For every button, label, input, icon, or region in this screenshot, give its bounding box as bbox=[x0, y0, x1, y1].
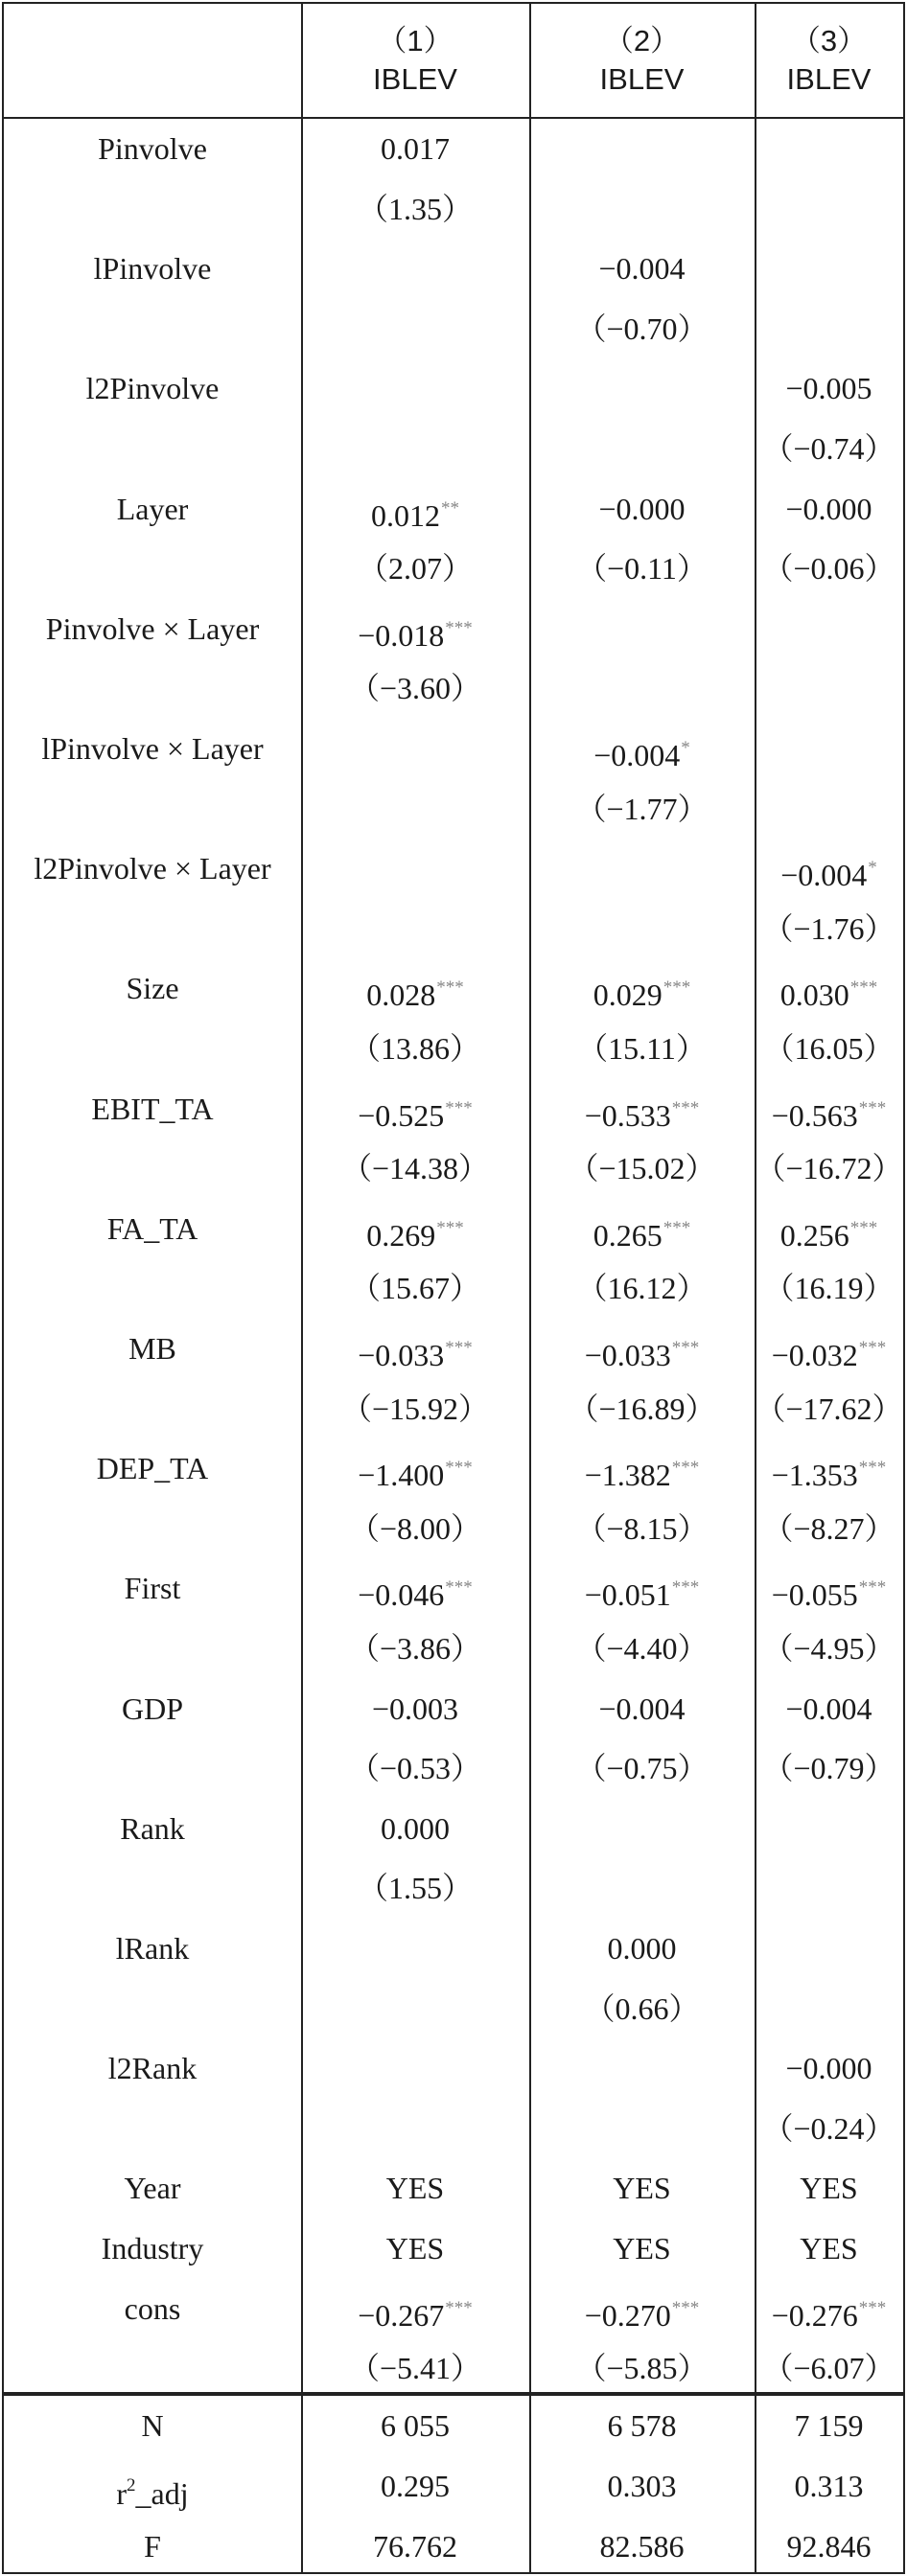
row-label: Size bbox=[126, 971, 179, 1006]
t-statistic: （−6.07） bbox=[762, 2351, 895, 2386]
t-statistic bbox=[301, 899, 529, 958]
row-label: First bbox=[124, 1571, 181, 1606]
coefficient-cell bbox=[529, 1199, 755, 1258]
control-value: YES bbox=[385, 2171, 445, 2206]
row-label: Layer bbox=[116, 491, 189, 526]
coefficient-cell bbox=[301, 958, 529, 1018]
coefficient-value: 0.017 bbox=[381, 131, 450, 166]
coefficient-value: −0.005 bbox=[785, 371, 872, 406]
coefficient-value: −0.276 bbox=[771, 2297, 858, 2333]
coefficient-cell bbox=[755, 479, 903, 539]
t-statistic: （−8.27） bbox=[762, 1510, 895, 1546]
t-statistic bbox=[301, 419, 529, 478]
t-statistic bbox=[529, 1858, 755, 1918]
coefficient-cell bbox=[529, 1438, 755, 1498]
significance-stars: *** bbox=[663, 1217, 691, 1238]
significance-stars: *** bbox=[436, 1217, 464, 1238]
coefficient-value: 0.269 bbox=[366, 1217, 436, 1253]
coefficient-cell bbox=[529, 119, 755, 178]
significance-stars: *** bbox=[671, 1097, 700, 1118]
coefficient-cell bbox=[755, 239, 903, 298]
stat-label-text: N bbox=[141, 2408, 164, 2443]
coefficient-cell bbox=[529, 1319, 755, 1378]
column-number: （3） bbox=[790, 24, 868, 58]
coefficient-value: 0.000 bbox=[607, 1931, 677, 1966]
t-statistic: （−0.11） bbox=[576, 551, 708, 586]
row-label: l2Pinvolve bbox=[85, 371, 220, 406]
coefficient-value: −0.004 bbox=[593, 738, 681, 772]
coefficient-cell bbox=[301, 1558, 529, 1618]
t-statistic: （15.67） bbox=[349, 1271, 480, 1306]
row-label: cons bbox=[124, 2290, 181, 2326]
coefficient-cell bbox=[301, 1438, 529, 1498]
stat-label-text: F bbox=[144, 2529, 161, 2564]
t-statistic bbox=[755, 1858, 903, 1918]
t-statistic: （0.66） bbox=[584, 1990, 700, 2026]
significance-stars: *** bbox=[445, 2297, 473, 2318]
t-statistic: （15.11） bbox=[577, 1031, 707, 1066]
t-statistic: （−1.76） bbox=[762, 910, 895, 946]
stat-label-suffix: _adj bbox=[135, 2476, 189, 2511]
column-name: IBLEV bbox=[786, 62, 872, 96]
coefficient-value: −0.004 bbox=[598, 251, 686, 287]
t-statistic bbox=[529, 2099, 755, 2158]
coefficient-cell bbox=[529, 358, 755, 418]
coefficient-cell bbox=[301, 1919, 529, 1978]
coefficient-value: −0.018 bbox=[358, 617, 445, 653]
t-statistic bbox=[755, 179, 903, 239]
coefficient-value: −0.563 bbox=[771, 1097, 858, 1133]
significance-stars: *** bbox=[445, 1338, 473, 1358]
stat-value: 0.295 bbox=[381, 2469, 450, 2503]
column-header-2 bbox=[529, 4, 755, 117]
control-value: YES bbox=[800, 2231, 858, 2266]
t-statistic bbox=[301, 1979, 529, 2038]
t-statistic: （−1.77） bbox=[575, 791, 709, 826]
coefficient-value: −0.004 bbox=[598, 1690, 686, 1726]
stat-label-text: r bbox=[116, 2476, 128, 2511]
coefficient-value: −0.046 bbox=[358, 1577, 445, 1613]
control-label: Year bbox=[124, 2171, 181, 2206]
column-divider bbox=[301, 4, 303, 2572]
significance-stars: *** bbox=[671, 1338, 700, 1358]
stats-divider bbox=[4, 2392, 903, 2396]
coefficient-cell bbox=[529, 1919, 755, 1978]
regression-table bbox=[2, 2, 905, 2574]
coefficient-cell bbox=[529, 1079, 755, 1138]
coefficient-cell bbox=[755, 358, 903, 418]
column-number: （2） bbox=[603, 24, 681, 58]
row-label: FA_TA bbox=[106, 1210, 198, 1246]
significance-stars: *** bbox=[436, 978, 464, 999]
t-statistic bbox=[301, 2099, 529, 2158]
stat-label bbox=[4, 2517, 301, 2576]
row-label: lPinvolve × Layer bbox=[41, 731, 264, 766]
t-statistic: （−17.62） bbox=[755, 1391, 903, 1426]
coefficient-cell bbox=[301, 358, 529, 418]
t-statistic: （−5.85） bbox=[575, 2351, 709, 2386]
t-statistic: （−0.70） bbox=[575, 310, 709, 346]
coefficient-cell bbox=[301, 479, 529, 539]
control-value: YES bbox=[613, 2231, 671, 2266]
coefficient-cell bbox=[755, 1919, 903, 1978]
column-name: IBLEV bbox=[373, 62, 457, 96]
significance-stars: *** bbox=[858, 2297, 887, 2318]
t-statistic: （−16.72） bbox=[755, 1151, 903, 1186]
significance-stars: *** bbox=[858, 1458, 887, 1479]
t-statistic bbox=[529, 419, 755, 478]
column-number: （1） bbox=[377, 24, 454, 58]
coefficient-cell bbox=[301, 1079, 529, 1138]
coefficient-cell bbox=[755, 1319, 903, 1378]
coefficient-cell bbox=[301, 2279, 529, 2338]
t-statistic: （13.86） bbox=[349, 1031, 480, 1066]
t-statistic bbox=[301, 779, 529, 839]
t-statistic: （−3.86） bbox=[348, 1631, 482, 1666]
significance-stars: *** bbox=[445, 1577, 473, 1598]
coefficient-cell bbox=[529, 479, 755, 539]
coefficient-cell bbox=[301, 1799, 529, 1858]
t-statistic: （−15.92） bbox=[340, 1391, 490, 1426]
row-label: Rank bbox=[120, 1810, 185, 1846]
row-label: Pinvolve bbox=[98, 131, 207, 166]
stat-label-superscript: 2 bbox=[127, 2475, 136, 2496]
significance-stars: *** bbox=[445, 1097, 473, 1118]
stat-value: 82.586 bbox=[599, 2529, 685, 2564]
coefficient-cell bbox=[529, 239, 755, 298]
t-statistic: （−0.06） bbox=[762, 551, 895, 586]
coefficient-cell bbox=[301, 1679, 529, 1738]
coefficient-value: −0.051 bbox=[584, 1577, 671, 1613]
significance-stars: *** bbox=[671, 2297, 700, 2318]
coefficient-cell bbox=[755, 1199, 903, 1258]
t-statistic: （1.35） bbox=[357, 191, 473, 226]
coefficient-cell bbox=[529, 2038, 755, 2098]
t-statistic bbox=[529, 658, 755, 718]
t-statistic: （−4.95） bbox=[762, 1631, 895, 1666]
coefficient-cell bbox=[755, 1558, 903, 1618]
coefficient-cell bbox=[529, 599, 755, 658]
t-statistic: （−8.15） bbox=[575, 1510, 709, 1546]
t-statistic: （−16.89） bbox=[568, 1391, 716, 1426]
column-header-3 bbox=[755, 4, 903, 117]
t-statistic bbox=[755, 779, 903, 839]
coefficient-value: 0.000 bbox=[381, 1810, 450, 1846]
coefficient-cell bbox=[529, 1799, 755, 1858]
significance-stars: *** bbox=[671, 1458, 700, 1479]
coefficient-cell bbox=[529, 1679, 755, 1738]
coefficient-value: −0.525 bbox=[358, 1097, 445, 1133]
stat-value: 6 055 bbox=[381, 2408, 450, 2443]
coefficient-value: −0.270 bbox=[584, 2297, 671, 2333]
stat-value: 0.313 bbox=[794, 2469, 864, 2503]
coefficient-value: −0.003 bbox=[371, 1690, 459, 1726]
t-statistic: （−0.75） bbox=[575, 1751, 709, 1786]
coefficient-cell bbox=[301, 1319, 529, 1378]
t-statistic: （−0.53） bbox=[348, 1751, 482, 1786]
significance-stars: *** bbox=[663, 978, 691, 999]
coefficient-value: −0.000 bbox=[598, 491, 686, 526]
coefficient-value: −0.000 bbox=[785, 2051, 872, 2086]
coefficient-cell bbox=[529, 2279, 755, 2338]
t-statistic: （−15.02） bbox=[568, 1151, 716, 1186]
coefficient-cell bbox=[301, 839, 529, 898]
stat-value: 6 578 bbox=[607, 2408, 677, 2443]
t-statistic: （−0.24） bbox=[762, 2110, 895, 2146]
t-statistic: （−8.00） bbox=[348, 1510, 482, 1546]
coefficient-value: 0.029 bbox=[593, 978, 663, 1013]
column-divider bbox=[755, 4, 756, 2572]
row-label: lRank bbox=[115, 1931, 190, 1966]
coefficient-value: −0.032 bbox=[771, 1338, 858, 1372]
coefficient-cell bbox=[529, 958, 755, 1018]
coefficient-value: −0.004 bbox=[785, 1690, 872, 1726]
significance-stars: * bbox=[681, 738, 690, 758]
significance-stars: *** bbox=[849, 1217, 878, 1238]
t-statistic: （−5.41） bbox=[348, 2351, 482, 2386]
coefficient-value: 0.028 bbox=[366, 978, 436, 1013]
coefficient-value: −0.533 bbox=[584, 1097, 671, 1133]
coefficient-cell bbox=[301, 119, 529, 178]
t-statistic: （16.12） bbox=[576, 1271, 708, 1306]
column-header-1 bbox=[301, 4, 529, 117]
row-label: DEP_TA bbox=[96, 1451, 209, 1486]
t-statistic bbox=[529, 899, 755, 958]
row-label: l2Rank bbox=[107, 2051, 198, 2086]
coefficient-cell bbox=[755, 958, 903, 1018]
coefficient-value: −0.055 bbox=[771, 1577, 858, 1613]
row-label: GDP bbox=[121, 1690, 183, 1726]
coefficient-cell bbox=[755, 599, 903, 658]
stat-value: 7 159 bbox=[794, 2408, 864, 2443]
coefficient-cell bbox=[301, 239, 529, 298]
coefficient-cell bbox=[529, 719, 755, 778]
row-label: l2Pinvolve × Layer bbox=[34, 851, 271, 886]
stat-label bbox=[4, 2456, 301, 2516]
t-statistic: （−0.79） bbox=[762, 1751, 895, 1786]
header-divider bbox=[4, 117, 903, 119]
t-statistic bbox=[755, 1979, 903, 2038]
significance-stars: ** bbox=[441, 497, 459, 518]
coefficient-value: −0.033 bbox=[584, 1338, 671, 1372]
t-statistic: （16.05） bbox=[763, 1031, 895, 1066]
significance-stars: *** bbox=[671, 1577, 700, 1598]
column-name: IBLEV bbox=[599, 62, 685, 96]
coefficient-value: 0.030 bbox=[779, 978, 849, 1013]
coefficient-value: −1.382 bbox=[584, 1458, 671, 1493]
control-value: YES bbox=[613, 2171, 671, 2206]
stat-value: 92.846 bbox=[786, 2529, 872, 2564]
t-statistic bbox=[529, 179, 755, 239]
coefficient-value: −0.033 bbox=[358, 1338, 445, 1372]
significance-stars: *** bbox=[858, 1097, 887, 1118]
significance-stars: * bbox=[868, 858, 877, 879]
coefficient-value: −1.400 bbox=[358, 1458, 445, 1493]
stat-value: 0.303 bbox=[607, 2469, 677, 2503]
coefficient-cell bbox=[755, 1438, 903, 1498]
significance-stars: *** bbox=[849, 978, 878, 999]
coefficient-value: 0.012 bbox=[371, 497, 440, 533]
t-statistic: （16.19） bbox=[763, 1271, 895, 1306]
control-label: Industry bbox=[101, 2231, 204, 2266]
coefficient-value: 0.265 bbox=[593, 1217, 663, 1253]
coefficient-cell bbox=[755, 2279, 903, 2338]
row-label: Pinvolve × Layer bbox=[45, 610, 260, 646]
coefficient-cell bbox=[755, 1799, 903, 1858]
t-statistic bbox=[301, 299, 529, 358]
t-statistic: （−3.60） bbox=[348, 671, 482, 706]
coefficient-cell bbox=[755, 119, 903, 178]
t-statistic: （−14.38） bbox=[340, 1151, 490, 1186]
coefficient-cell bbox=[529, 839, 755, 898]
row-label: MB bbox=[128, 1331, 176, 1366]
t-statistic: （2.07） bbox=[357, 551, 473, 586]
stat-value: 76.762 bbox=[373, 2529, 457, 2564]
t-statistic: （−4.40） bbox=[575, 1631, 709, 1666]
significance-stars: *** bbox=[858, 1577, 887, 1598]
significance-stars: *** bbox=[858, 1338, 887, 1358]
t-statistic bbox=[755, 658, 903, 718]
coefficient-cell bbox=[755, 2038, 903, 2098]
t-statistic: （−0.74） bbox=[762, 431, 895, 466]
t-statistic bbox=[755, 299, 903, 358]
coefficient-value: 0.256 bbox=[779, 1217, 849, 1253]
coefficient-value: −1.353 bbox=[771, 1458, 858, 1493]
control-value: YES bbox=[800, 2171, 858, 2206]
coefficient-cell bbox=[755, 1079, 903, 1138]
coefficient-cell bbox=[755, 1679, 903, 1738]
column-divider bbox=[529, 4, 531, 2572]
coefficient-cell bbox=[301, 1199, 529, 1258]
coefficient-cell bbox=[755, 719, 903, 778]
coefficient-cell bbox=[301, 2038, 529, 2098]
coefficient-value: −0.000 bbox=[785, 491, 872, 526]
coefficient-value: −0.004 bbox=[780, 858, 868, 893]
stat-label bbox=[4, 2396, 301, 2455]
row-label: EBIT_TA bbox=[91, 1091, 214, 1126]
coefficient-cell bbox=[301, 719, 529, 778]
significance-stars: *** bbox=[445, 617, 473, 638]
significance-stars: *** bbox=[445, 1458, 473, 1479]
coefficient-value: −0.267 bbox=[358, 2297, 445, 2333]
control-value: YES bbox=[385, 2231, 445, 2266]
t-statistic: （1.55） bbox=[357, 1871, 473, 1906]
coefficient-cell bbox=[755, 839, 903, 898]
row-label: lPinvolve bbox=[93, 251, 212, 287]
coefficient-cell bbox=[529, 1558, 755, 1618]
coefficient-cell bbox=[301, 599, 529, 658]
